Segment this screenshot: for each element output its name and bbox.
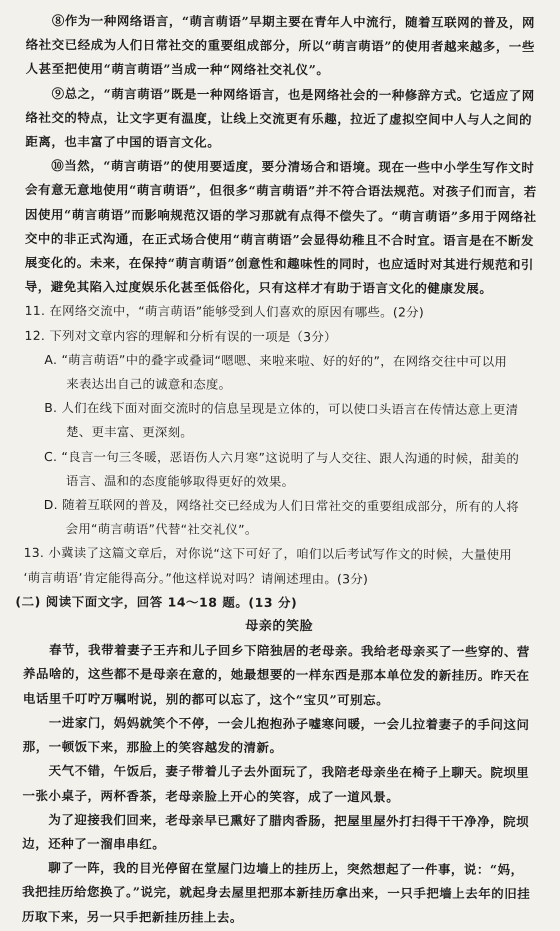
story-paragraph-5: 聊了一阵，我的目光停留在堂屋门边墙上的挂历上，突然想起了一件事，说：“妈，我把挂历给您换了。”说完，就起身去屋里把那本新挂历拿出来，一只手把墙上去年的旧挂历取下来，另一只手把新挂历挂上去。 <box>21 860 531 925</box>
article-paragraph-10: ⑩当然，“萌言萌语”的使用要适度，要分清场合和语境。现在一些中小学生写作文时会有意无意地使用“萌言萌语”，但很多“萌言萌语”并不符合语法规范。对孩子们而言，若因使用“萌言萌语”而影响规范汉语的学习那就有点得不偿失了。“萌言萌语”多用于网络社交中的非正式沟通，在正式场合使用“萌言萌语”会显得幼稚且不合时宜。语言是在不断发展变化的。未来，在保持“萌言萌语”创意性和趣味性的同时，也应适时对其进行规范和引导，避免其陷入过度娱乐化甚至低俗化，只有这样才有助于语言文化的健康发展。 <box>24 158 537 297</box>
question-12-option-c-cont: 语言、温和的态度能够取得更好的效果。 <box>65 472 295 489</box>
section-2-heading: (二) 阅读下面文字，回答 14～18 题。(13 分) <box>15 593 298 610</box>
story-title: 母亲的笑脸 <box>245 618 314 635</box>
question-12: 12. 下列对文章内容的理解和分析有误的一项是（3分） <box>24 327 337 344</box>
question-12-option-b-cont: 楚、更丰富、更深刻。 <box>66 424 194 441</box>
story-paragraph-3: 天气不错，午饭后，妻子带着儿子去外面玩了，我陪老母亲坐在椅子上聊天。院坝里一张小桌子，两杯香茶，老母亲脸上开心的笑容，成了一道风景。 <box>22 763 530 805</box>
article-paragraph-9: ⑨总之，“萌言萌语”既是一种网络语言，也是网络社会的一种修辞方式。它适应了网络社交的特点，让文字更有温度，让线上交流更有乐趣，拉近了虚拟空间中人与人之间的距离，也丰富了中国的语言文化。 <box>25 85 535 150</box>
question-12-option-c: C. “良言一句三冬暖，恶语伤人六月寒”这说明了与人交往、跟人沟通的时候，甜美的 <box>43 448 520 466</box>
story-paragraph-2: 一进家门，妈妈就笑个不停，一会儿抱抱孙子嘘寒问暖，一会儿拉着妻子的手问这问那，一顿饭下来，那脸上的笑容越发的清新。 <box>22 714 530 756</box>
question-12-option-a: A. “萌言萌语”中的叠字或叠词“嗯嗯、来啦来啦、好的好的”，在网络交往中可以用 <box>44 351 508 369</box>
story-paragraph-1: 春节，我带着妻子王卉和儿子回乡下陪独居的老母亲。我给老母亲买了一些穿的、营养品啥的，这些都不是母亲在意的，她最想要的一样东西是那本单位发的新挂历。昨天在电话里千叮咛万嘱咐说，别的都可以忘了，这个“宝贝”可别忘。 <box>22 642 530 708</box>
question-12-option-a-cont: 来表达出自己的诚意和态度。 <box>66 376 232 392</box>
question-13: 13. 小冀读了这篇文章后，对你说“这下可好了，咱们以后考试写作文的时候，大量使用 <box>23 545 513 563</box>
question-12-option-d: D. 随着互联网的普及，网络社交已经成为人们日常社交的重要组成部分，所有的人将 <box>43 497 520 515</box>
question-12-option-d-cont: 会用“萌言萌语”代替“社交礼仪”。 <box>65 521 258 538</box>
question-12-option-b: B. 人们在线下面对面交流时的信息呈现是立体的，可以使口头语言在传情达意上更清 <box>44 400 519 418</box>
question-13-cont: ‘萌言萌语’肯定能得高分。”他这样说对吗？请阐述理由。(3分) <box>23 569 369 587</box>
question-11: 11. 在网络交流中，“萌言萌语”能够受到人们喜欢的原因有哪些。(2分) <box>24 303 425 321</box>
article-paragraph-8: ⑧作为一种网络语言，“萌言萌语”早期主要在青年人中流行，随着互联网的普及，网络社交已经成为人们日常社交的重要组成部分，所以“萌言萌语”的使用者越来越多，一些人甚至把使用“萌言萌语”当成一种“网络社交礼仪”。 <box>25 13 536 78</box>
story-paragraph-4: 为了迎接我们回来，老母亲早已熏好了腊肉香肠，把屋里屋外打扫得干干净净，院坝边，还种了一溜串串红。 <box>22 811 530 852</box>
